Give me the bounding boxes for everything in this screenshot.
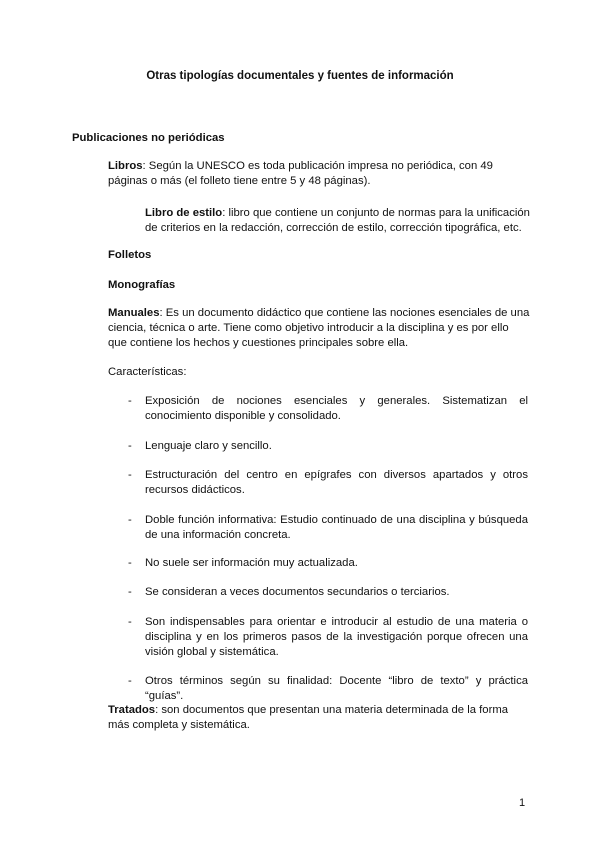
- page-number: 1: [519, 797, 526, 809]
- list-item-text: No suele ser información muy actualizada.: [145, 557, 358, 569]
- manuales-label: Manuales: [108, 307, 160, 319]
- list-dash: -: [128, 557, 132, 569]
- list-dash: -: [128, 514, 132, 526]
- monografias-heading: Monografías: [108, 279, 176, 291]
- list-item-text: Otros términos según su finalidad: Docente “libro de texto” y práctica “guías”.: [145, 675, 528, 702]
- page-title: Otras tipologías documentales y fuentes de información: [146, 70, 454, 82]
- list-item-text: Se consideran a veces documentos secundarios o terciarios.: [145, 586, 450, 598]
- libro-estilo-label: Libro de estilo: [145, 207, 223, 219]
- folletos-heading: Folletos: [108, 249, 152, 261]
- list-item-text: Doble función informativa: Estudio continuado de una disciplina y búsqueda de una información concreta.: [145, 514, 528, 541]
- section-heading: Publicaciones no periódicas: [72, 132, 225, 144]
- libros-text: : Según la UNESCO es toda publicación impresa no periódica, con 49 páginas o más (el folleto tiene entre 5 y 48 páginas).: [108, 160, 493, 187]
- list-item-text: Estructuración del centro en epígrafes con diversos apartados y otros recursos didácticos.: [145, 469, 528, 496]
- manuales-text: : Es un documento didáctico que contiene las nociones esenciales de una ciencia, técnica o arte. Tiene como objetivo introducir a la disciplina y es por ello que contiene los hechos y cuestiones principales sobre ella.: [108, 307, 530, 349]
- tratados-label: Tratados: [108, 704, 156, 716]
- manuales-paragraph: [108, 306, 530, 351]
- list-item-text: Exposición de nociones esenciales y generales. Sistematizan el conocimiento disponible y consolidado.: [145, 395, 528, 422]
- list-dash: -: [128, 586, 132, 598]
- tratados-text: : son documentos que presentan una materia determinada de la forma más completa y sistemática.: [108, 704, 509, 731]
- list-dash: -: [128, 675, 132, 687]
- list-dash: -: [128, 616, 132, 628]
- libros-label: Libros: [108, 160, 143, 172]
- list-item-text: Lenguaje claro y sencillo.: [145, 440, 272, 452]
- caracteristicas-label: Características:: [108, 366, 187, 378]
- libros-paragraph: [108, 159, 503, 189]
- libro-estilo-text: : libro que contiene un conjunto de normas para la unificación de criterios en la redacción, corrección de estilo, corrección tipográfica, etc.: [145, 207, 530, 234]
- list-dash: -: [128, 440, 132, 452]
- tratados-paragraph: [108, 703, 530, 733]
- list-dash: -: [128, 469, 132, 481]
- list-item-text: Son indispensables para orientar e introducir al estudio de una materia o disciplina y en los primeros pasos de la investigación porque ofrecen una visión global y sistemática.: [145, 616, 528, 658]
- libro-estilo-paragraph: [145, 206, 530, 236]
- list-dash: -: [128, 395, 132, 407]
